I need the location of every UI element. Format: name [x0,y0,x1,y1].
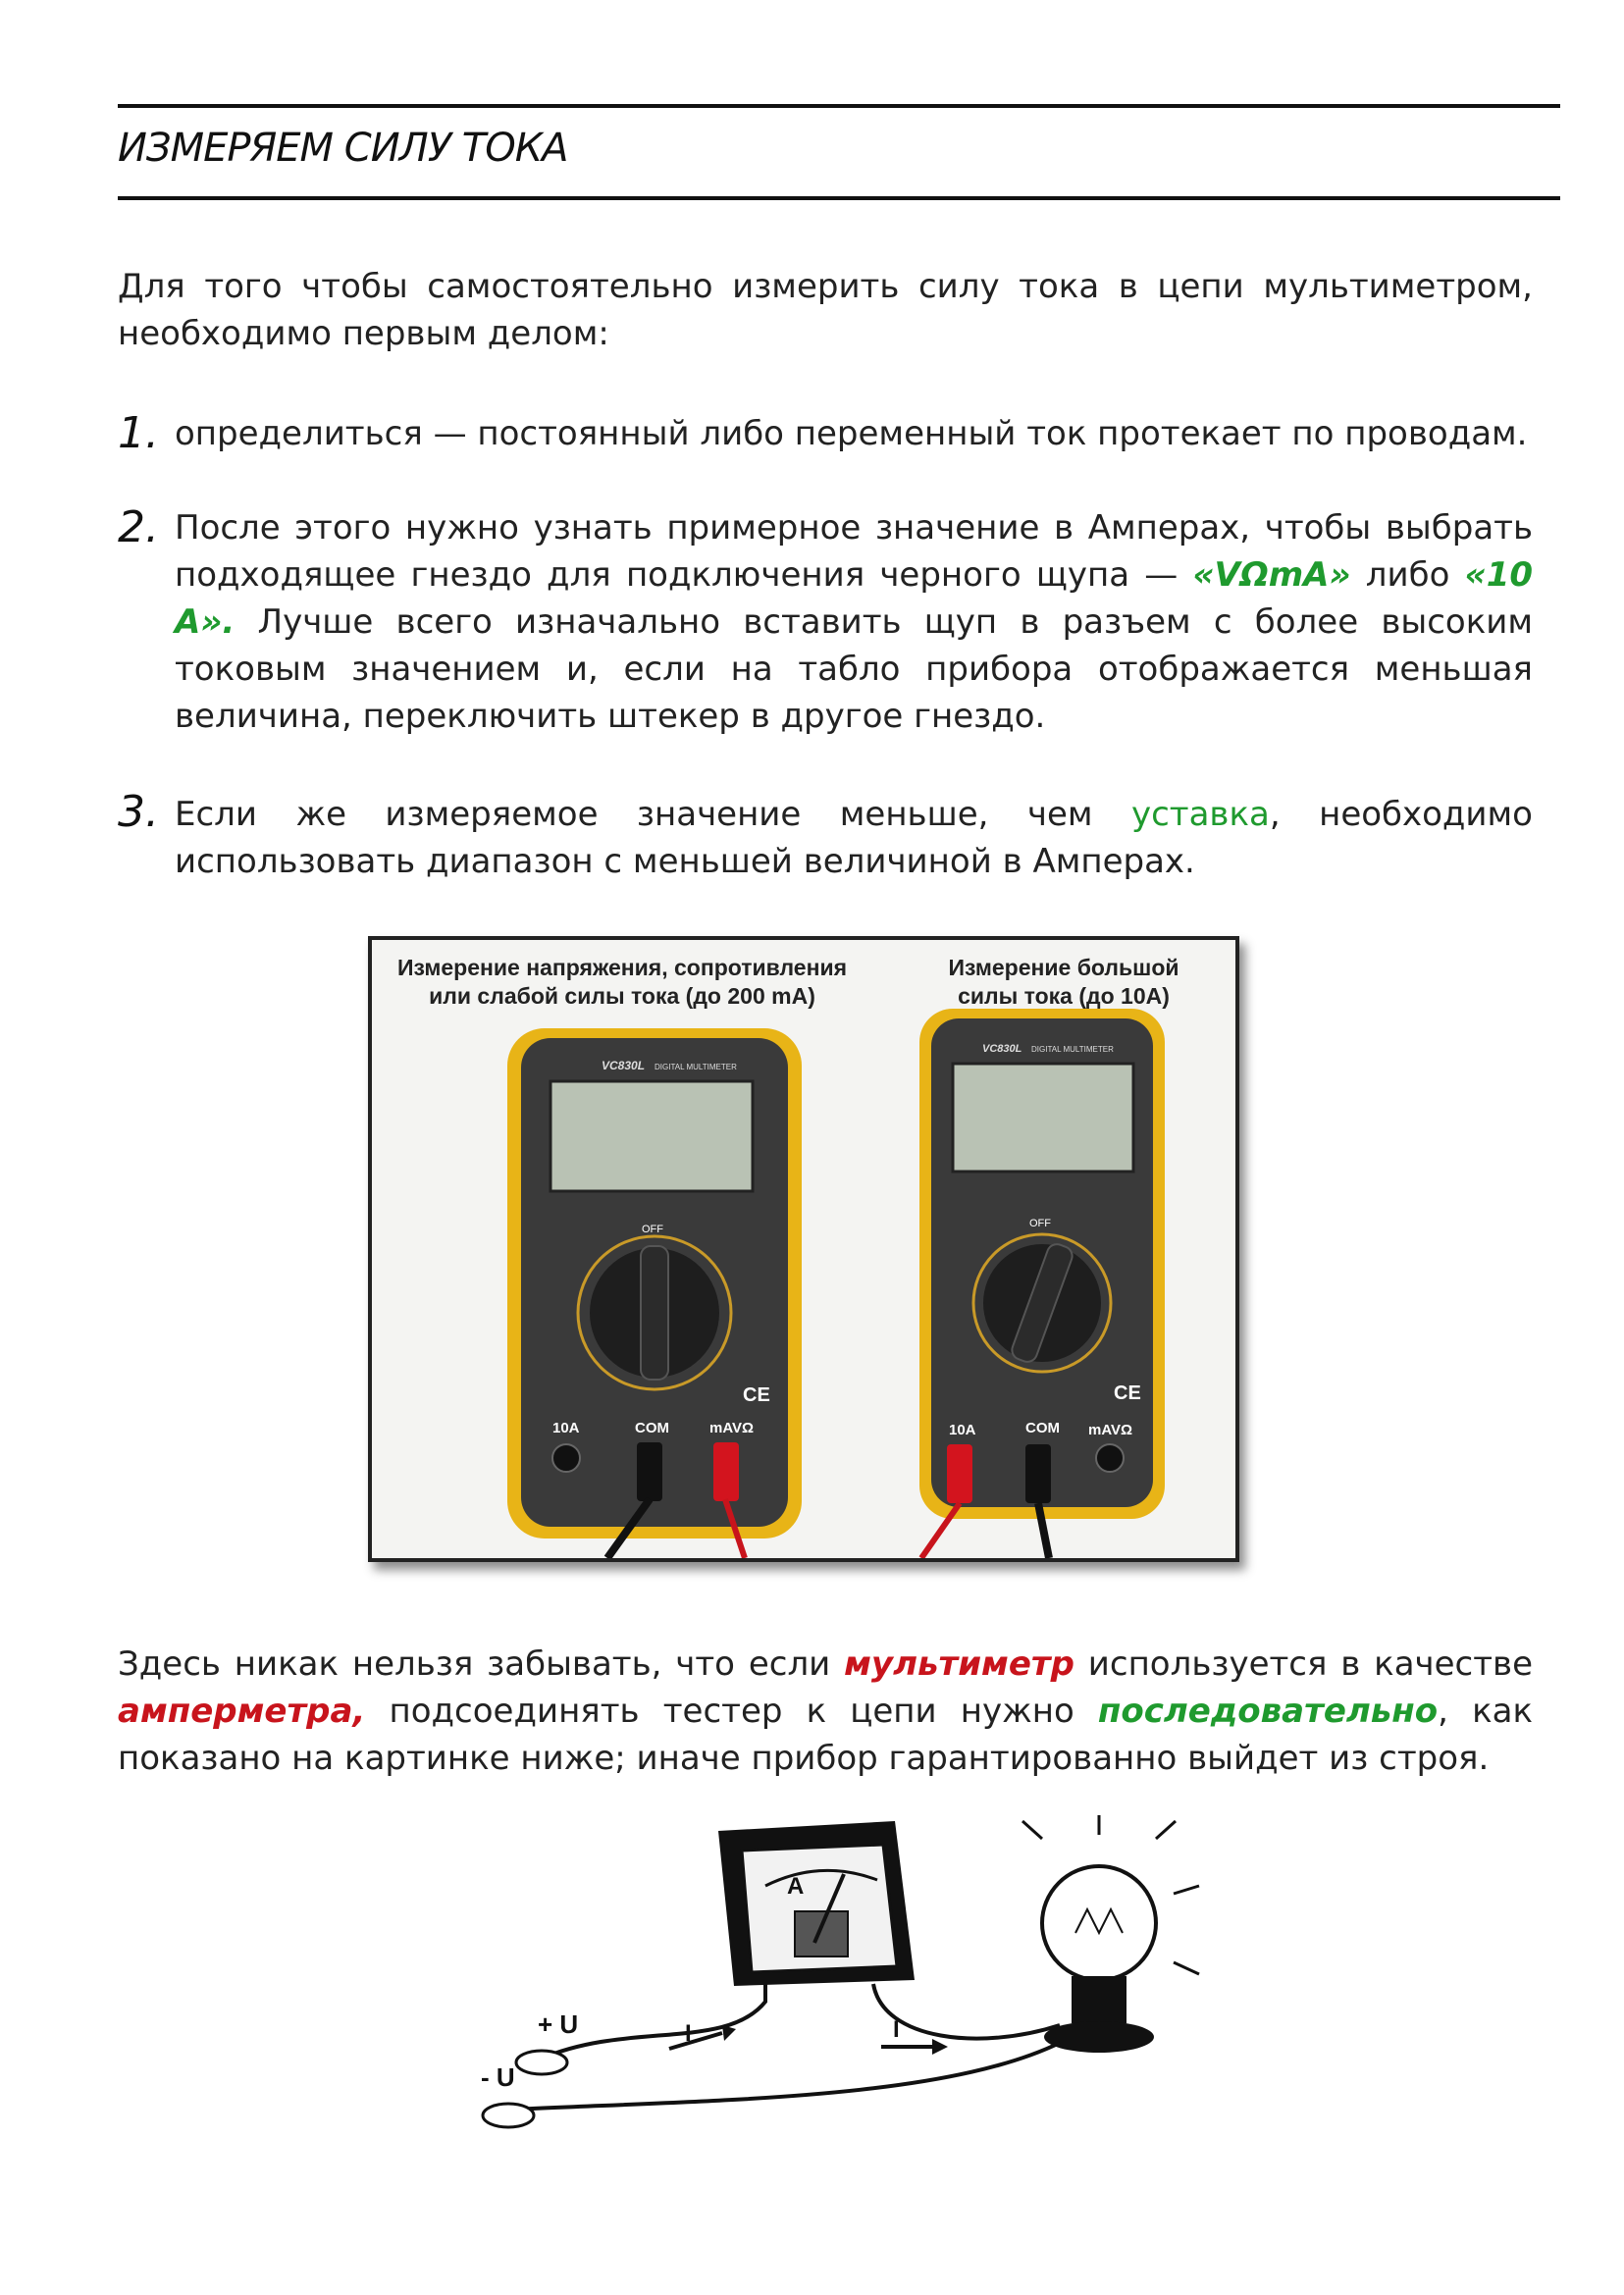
step-2-text-b: либо [1365,555,1450,595]
intro-text: Для того чтобы самостоятельно измерить силу тока в цепи мультиметром, необходимо первым делом: [118,267,1533,353]
multimeter-link[interactable]: мультиметр [844,1644,1074,1684]
right-jack-mav: mAVΩ [1088,1422,1133,1438]
top-rule [118,104,1560,108]
warning-text-d: , как показано на картинке ниже; иначе прибор гарантированно выйдет из строя. [118,1692,1533,1778]
socket-10a: «10 А». [175,555,1534,642]
warning-paragraph [118,1641,1533,1782]
warning-text-a: Здесь никак нельзя забывать, что если [118,1644,831,1684]
ammeter-circuit-diagram [471,1815,1217,2149]
warning-text-c: подсоединять тестер к цепи нужно [389,1692,1074,1731]
ammeter-link[interactable]: амперметра, [118,1692,366,1731]
caption-right: Измерение большой силы тока (до 10A) [948,955,1179,1009]
step-3-number: 3. [118,787,159,837]
step-2-text-c: Лучше всего изначально вставить щуп в разъем с более высоким токовым значением и, если на табло прибора отображается меньшая величина, переключить штекер в другое гнездо. [175,602,1533,736]
left-dial-off: OFF [642,1224,663,1235]
left-brand: VC830L [602,1059,646,1072]
step-2-text-a: После этого нужно узнать примерное значение в Амперах, чтобы выбрать подходящее гнездо для подключения черного щупа — [175,508,1533,595]
caption-left: Измерение напряжения, сопротивления или слабой силы тока (до 200 mA) [396,955,848,1009]
step-3-text-a: Если же измеряемое значение меньше, чем [175,795,1093,834]
step-2-number: 2. [118,502,159,552]
left-jack-10a: 10A [552,1420,580,1436]
multimeters-svg [372,940,1235,1558]
step-3-text [175,791,1533,885]
right-multimeter [919,1009,1165,1519]
series-link[interactable]: последовательно [1097,1692,1439,1731]
ammeter-icon [718,1821,915,1986]
plus-label: + U [538,2009,579,2039]
current-label-1: I [685,2020,692,2047]
right-brand-label: DIGITAL MULTIMETER [1031,1045,1114,1054]
step-1-number: 1. [118,408,159,458]
left-jack-com: COM [635,1420,669,1436]
plus-terminal [516,2051,567,2074]
current-label-2: I [893,2016,900,2043]
minus-label: - U [481,2062,515,2092]
heading-rule [118,196,1560,200]
socket-vomA: «VΩmA» [1192,555,1351,595]
multimeter-photo [368,936,1239,1562]
left-multimeter [507,1028,802,1539]
step-2-text [175,504,1533,740]
step-1-text: определиться — постоянный либо переменный ток протекает по проводам. [175,414,1528,453]
setpoint-link[interactable]: уставка [1130,795,1270,834]
intro-paragraph [118,263,1533,357]
right-brand: VC830L [982,1043,1022,1055]
left-brand-label: DIGITAL MULTIMETER [655,1063,737,1071]
ammeter-letter: A [787,1873,805,1900]
minus-terminal [483,2104,534,2127]
light-bulb-icon [1022,1815,1199,2053]
right-ce: CE [1114,1382,1141,1404]
warning-text-b: используется в качестве [1087,1644,1534,1684]
left-ce: CE [743,1384,770,1406]
right-jack-10a: 10A [949,1422,976,1438]
page-title: ИЗМЕРЯЕМ СИЛУ ТОКА [118,126,568,171]
step-3-text-b: , необходимо использовать диапазон с меньшей величиной в Амперах. [175,795,1533,881]
right-dial-off: OFF [1029,1218,1051,1229]
left-jack-mav: mAVΩ [709,1420,755,1436]
right-jack-com: COM [1025,1420,1060,1436]
